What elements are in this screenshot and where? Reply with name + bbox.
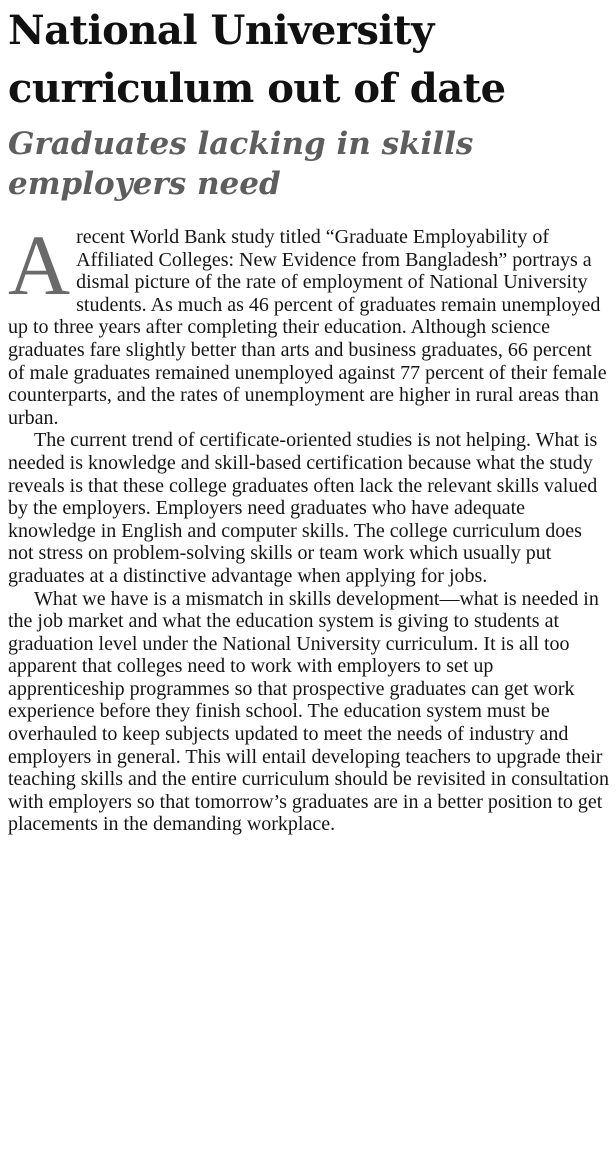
subheadline: Graduates lacking in skills employers need bbox=[8, 126, 474, 202]
paragraph-1-text: recent World Bank study titled “Graduate Employability of Affiliated Colleges: New Evidence from Bangladesh” portrays a dismal picture of the rate of employment of National University students. As much as 46 percent of graduates remain unemployed up to three years after completing their education. Although science graduates fare slightly better than arts and business graduates, 66 percent of male graduates remained unemployed against 77 percent of their female counterparts, and the rates of unemployment are higher in rural areas than urban. bbox=[8, 226, 607, 429]
headline: National University curriculum out of date bbox=[8, 7, 506, 112]
article-body bbox=[8, 217, 610, 836]
paragraph-2: The current trend of certificate-oriented studies is not helping. What is needed is knowledge and skill-based certification because what the study reveals is that these college graduates often lack the relevant skills valued by the employers. Employers need graduates who have adequate knowledge in English and computer skills. The college curriculum does not stress on problem-solving skills or team work which usually put graduates at a distinctive advantage when applying for jobs. bbox=[8, 429, 598, 587]
paragraph-3: What we have is a mismatch in skills development—what is needed in the job market and what the education system is giving to students at graduation level under the National University curriculum. It is all too apparent that colleges need to work with employers to set up apprenticeship programmes so that prospective graduates can get work experience before they finish school. The education system must be overhauled to keep subjects updated to meet the needs of industry and employers in general. This will entail developing teachers to upgrade their teaching skills and the entire curriculum should be revisited in consultation with employers so that tomorrow’s graduates are in a better position to get placements in the demanding workplace. bbox=[8, 587, 609, 836]
paragraph-1 bbox=[8, 217, 610, 429]
drop-cap: A bbox=[8, 217, 71, 313]
